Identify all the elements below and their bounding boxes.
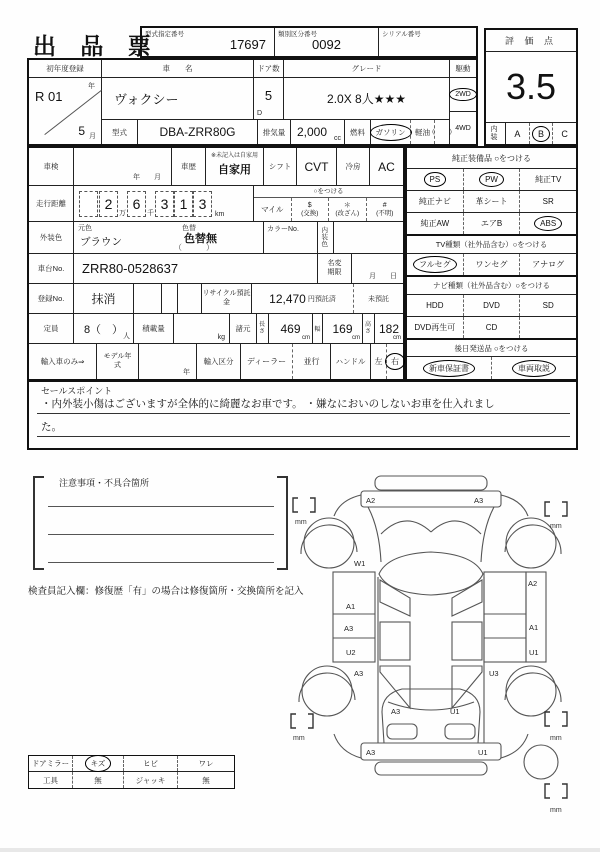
first-reg-label: 初年度登録 — [29, 60, 102, 78]
registration-blank-2 — [162, 284, 178, 313]
length-unit: cm — [302, 335, 310, 341]
load-label: 積載量 — [134, 314, 174, 343]
damage-left-rear-fender: A3 — [354, 669, 364, 678]
recycle-label: リサイクル預託金 — [202, 290, 251, 306]
damage-right-door: A1 — [529, 623, 539, 632]
notes-box — [33, 476, 288, 570]
opt-dollar: $ — [307, 201, 312, 209]
tv-fullseg: フルセグ — [418, 260, 451, 269]
jack-none: 無 — [202, 775, 210, 785]
score-label: 評 価 点 — [486, 30, 576, 52]
damage-left-front-fender: W1 — [354, 559, 366, 568]
shift-value: CVT — [297, 148, 337, 185]
tread-mm-spare: mm — [550, 807, 562, 814]
header-field-box — [140, 26, 478, 58]
mileage-options — [254, 186, 403, 221]
car-name-cell — [102, 78, 254, 120]
registration-value: 抹消 — [74, 284, 134, 313]
drive-label: 駆動 — [450, 60, 476, 78]
mirror-break: ワレ — [198, 759, 214, 768]
notes-line-3 — [48, 562, 274, 563]
equip-aw: 純正AW — [407, 213, 464, 234]
damage-left-rear-door: A3 — [344, 624, 354, 633]
registration-row — [29, 284, 403, 314]
notes-line-2 — [48, 534, 274, 535]
mileage-opt-unknown — [367, 198, 404, 221]
model-year-unit: 年 — [183, 369, 190, 376]
notes-label: 注意事項・不具合箇所 — [55, 476, 153, 489]
drive-4wd: 4WD — [455, 124, 471, 132]
type-designation-value: 17697 — [229, 37, 266, 52]
tread-mm-front-right: mm — [550, 523, 562, 530]
later-shipping-row — [407, 357, 576, 379]
opt-asterisk: ＊ — [343, 201, 351, 209]
type-designation-field — [142, 28, 275, 56]
chassis-cell — [74, 254, 318, 283]
length-value: 469 — [280, 321, 301, 336]
displacement-value: 2,000 — [297, 125, 328, 139]
fuel-diesel: 軽油 — [415, 127, 430, 137]
equip-tv: 純正TV — [535, 175, 562, 184]
damage-front-bumper-left: A2 — [366, 496, 376, 505]
damage-right-door-lower: U1 — [529, 648, 539, 657]
recycle-value: 12,470 — [269, 291, 306, 306]
first-reg-year: R 01 — [35, 89, 63, 104]
name-change-date-units: 月 日 — [369, 273, 397, 280]
height-unit: cm — [393, 335, 401, 341]
history-note: ※未記入は自家用 — [210, 153, 259, 159]
page-title: 出 品 票 — [33, 33, 160, 59]
drive-2wd: 2WD — [455, 91, 471, 98]
chassis-label: 車台No. — [29, 254, 74, 283]
shaken-label: 車検 — [29, 148, 74, 185]
exterior-color-row — [29, 222, 403, 254]
tools-label: 工具 — [29, 772, 73, 788]
equip-ps: PS — [429, 175, 441, 184]
mileage-digit-0 — [79, 191, 98, 217]
recycle-alt: 未預託 — [368, 295, 389, 303]
door-mirror-label: ドアミラー — [29, 756, 73, 771]
equipment-row-2 — [407, 191, 576, 213]
handle-right-cell — [387, 344, 403, 379]
color-no-cell — [264, 222, 318, 253]
damage-front-bumper-right: A3 — [474, 496, 484, 505]
first-reg-year-unit: 年 — [88, 83, 95, 90]
equipment-title: 純正装備品 ○をつける — [407, 148, 576, 169]
damage-left-front-door: A1 — [346, 602, 356, 611]
navi-dvd: DVD — [464, 295, 521, 316]
equip-leather: 革シート — [464, 191, 521, 212]
grade-label: グレード — [284, 60, 450, 78]
equipment-row-3 — [407, 213, 576, 234]
mileage-digit-1: 2 — [99, 191, 118, 217]
mileage-opt-exchange — [292, 198, 330, 221]
opt-exchange-label: (交換) — [301, 209, 319, 217]
tv-type-title: TV種類（社外品含む）○をつける — [407, 234, 576, 254]
detail-table — [27, 146, 405, 381]
equip-pw: PW — [485, 175, 498, 184]
interior-color-label: 内装色 — [321, 226, 328, 249]
height-value: 182 — [378, 321, 400, 336]
width-label-cell — [313, 314, 323, 343]
later-shipping-title: 後日発送品 ○をつける — [407, 338, 576, 357]
mileage-opt-mile: マイル — [254, 198, 292, 221]
handle-right: 右 — [391, 357, 399, 366]
model-value: DBA-ZRR80G — [138, 120, 258, 144]
displacement-cell — [291, 120, 345, 144]
base-color-value: ブラウン — [80, 236, 122, 248]
mileage-km-unit: km — [215, 211, 225, 218]
width-cell — [323, 314, 363, 343]
notes-line-1 — [48, 506, 274, 507]
model-label: 型式 — [102, 120, 138, 144]
tread-mm-rear-left: mm — [293, 735, 305, 742]
category-label: 類別区分番号 — [278, 31, 317, 38]
fuel-gasoline-cell — [371, 120, 411, 144]
specs-label: 諸元 — [230, 314, 257, 343]
equip-navi: 純正ナビ — [407, 191, 464, 212]
length-label: 長さ — [259, 321, 266, 335]
notes-bracket-left — [33, 476, 44, 570]
import-parallel: 並行 — [293, 344, 331, 379]
handle-left: 左 — [371, 344, 387, 379]
navi-sd: SD — [542, 301, 554, 310]
shift-label: シフト — [264, 148, 297, 185]
fuel-other-cell — [428, 120, 456, 144]
history-cell — [206, 148, 264, 185]
tv-type-row — [407, 254, 576, 275]
height-cell — [375, 314, 403, 343]
exterior-color-cell — [74, 222, 264, 253]
mirror-crack: ヒビ — [124, 756, 178, 771]
serial-field — [379, 28, 476, 56]
navi-hdd: HDD — [407, 295, 464, 316]
capacity-value: 8（ ） — [83, 323, 124, 336]
mirror-tools-table — [28, 755, 235, 789]
chassis-value: ZRR80-0528637 — [82, 261, 179, 276]
interior-grade-a: A — [514, 128, 521, 139]
opt-tampered-label: (改ざん) — [335, 209, 360, 217]
import-row — [29, 344, 403, 379]
history-label: 車歴 — [172, 148, 206, 185]
interior-grade-row — [486, 123, 576, 144]
damage-rear-bumper-left: A3 — [366, 748, 376, 757]
inspector-note: 検査員記入欄：修復歴「有」の場合は修復箇所・交換箇所を記入 — [28, 586, 304, 597]
grade-value: 2.0X 8人★★★ — [327, 92, 406, 106]
doors-unit: D — [257, 110, 263, 117]
tread-mm-front-left: mm — [295, 519, 307, 526]
navi-row-2 — [407, 317, 576, 338]
category-field — [275, 28, 379, 56]
mirror-scratch: キズ — [90, 759, 106, 768]
opt-unknown-label: (不明) — [376, 209, 394, 217]
jack-label: ジャッキ — [124, 772, 178, 788]
handle-label: ハンドル — [331, 344, 371, 379]
mileage-digit-4: 1 — [174, 191, 193, 217]
navi-cd: CD — [464, 317, 521, 338]
equipment-row-1 — [407, 169, 576, 191]
import-class-label: 輸入区分 — [197, 344, 241, 379]
cooling-value: AC — [378, 159, 395, 174]
displacement-unit: cc — [334, 135, 341, 142]
tread-mm-rear-right: mm — [550, 735, 562, 742]
mileage-man-unit: 万 — [119, 210, 126, 217]
name-change-label: 名変期限 — [327, 260, 342, 276]
car-name-value: ヴォクシー — [114, 92, 179, 107]
import-dealer: ディーラー — [241, 344, 293, 379]
chassis-row — [29, 254, 403, 284]
color-change-label: 色替 — [182, 225, 196, 232]
mileage-row — [29, 186, 403, 222]
car-name-label: 車 名 — [102, 60, 254, 78]
mileage-digit-5: 3 — [193, 191, 212, 217]
type-designation-label: 型式指定番号 — [145, 31, 184, 38]
opt-hash: # — [382, 201, 387, 209]
first-reg-month-unit: 月 — [89, 133, 96, 140]
equip-sr: SR — [542, 197, 554, 206]
navi-type-title: ナビ種類（社外品含む）○をつける — [407, 275, 576, 295]
first-reg-cell — [29, 78, 102, 144]
mirror-row — [29, 756, 234, 772]
circle-note: ○をつける — [254, 186, 403, 198]
tools-row — [29, 772, 234, 788]
model-year-label-cell — [97, 344, 139, 379]
score-value: 3.5 — [486, 52, 576, 123]
fuel-gasoline: ガソリン — [375, 127, 406, 137]
cooling-label: 冷房 — [337, 148, 370, 185]
height-label: 高さ — [365, 321, 372, 335]
width-value: 169 — [332, 321, 353, 336]
sales-points — [27, 381, 578, 450]
equip-airbag: エアB — [464, 213, 521, 234]
inspection-row — [29, 148, 403, 186]
tv-analog: アナログ — [532, 260, 565, 269]
exterior-color-label: 外装色 — [29, 222, 74, 253]
mileage-digit-3: 3 — [155, 191, 174, 217]
width-unit: cm — [352, 335, 360, 341]
capacity-label: 定員 — [29, 314, 74, 343]
displacement-label: 排気量 — [258, 120, 291, 144]
model-year-label: モデル年式 — [103, 353, 132, 369]
navi-row-1 — [407, 295, 576, 317]
recycle-value-cell — [252, 284, 354, 313]
warranty-book: 新車保証書 — [429, 363, 469, 373]
recycle-label-cell — [202, 284, 252, 313]
history-value: 自家用 — [218, 164, 251, 176]
damage-gate-right: U1 — [450, 707, 460, 716]
sales-line-2: た。 — [37, 419, 570, 437]
shaken-date-units: 年 月 — [133, 174, 161, 181]
damage-right-front-fender: A2 — [528, 579, 538, 588]
vehicle-table — [27, 58, 478, 146]
damage-left-rear-door-lower: U2 — [346, 648, 356, 657]
doors-cell — [254, 78, 284, 120]
interior-grade-c: C — [561, 128, 568, 139]
interior-color-label-cell — [318, 222, 334, 253]
notes-bracket-right — [277, 476, 288, 570]
damage-right-rear-fender: U3 — [489, 669, 499, 678]
color-change-paren: （ ） — [174, 243, 214, 252]
equip-abs: ABS — [540, 219, 557, 228]
color-change-value: 色替無 — [184, 233, 217, 245]
registration-blank-3 — [178, 284, 202, 313]
registration-label: 登録No. — [29, 284, 74, 313]
serial-label: シリアル番号 — [382, 31, 421, 38]
color-no-label: カラーNo. — [267, 226, 299, 233]
import-only-label: 輸入車のみ⇒ — [29, 344, 97, 379]
score-box — [484, 28, 578, 146]
name-change-label-cell — [318, 254, 352, 283]
fuel-label: 燃料 — [345, 120, 371, 144]
damage-gate-left: A3 — [391, 707, 401, 716]
mileage-opt-tampered — [329, 198, 367, 221]
length-label-cell — [257, 314, 269, 343]
owners-manual: 車両取説 — [518, 363, 550, 373]
recycle-suffix: 円預託済 — [307, 295, 336, 303]
registration-blank-1 — [134, 284, 162, 313]
base-color-label: 元色 — [78, 225, 92, 232]
interior-color-value-cell — [334, 222, 403, 253]
equipment-box — [405, 146, 578, 381]
car-diagram — [288, 462, 600, 852]
navi-blank — [520, 317, 576, 338]
tv-oneseg: ワンセグ — [464, 254, 521, 275]
tools-none: 無 — [73, 772, 124, 788]
load-cell — [174, 314, 230, 343]
sales-line-1: ・内外装小傷はございますが全体的に綺麗なお車です。 ・嫌なにおいのしないお車を仕入れまし — [37, 396, 570, 414]
doors-value: 5 — [264, 88, 273, 103]
width-label: 幅 — [314, 327, 321, 333]
shaken-date-cell — [74, 148, 172, 185]
capacity-unit: 人 — [123, 333, 130, 340]
damage-rear-bumper-right: U1 — [478, 748, 488, 757]
mileage-digits — [74, 186, 254, 221]
length-cell — [269, 314, 313, 343]
mileage-sen-unit: 千 — [147, 210, 154, 217]
model-year-cell — [139, 344, 197, 379]
interior-grade-b: B — [538, 128, 545, 139]
load-unit: kg — [217, 334, 225, 341]
grade-cell — [284, 78, 450, 120]
mileage-label: 走行距離 — [29, 186, 74, 221]
capacity-cell — [74, 314, 134, 343]
interior-label: 内装 — [490, 126, 498, 141]
mileage-digit-2: 6 — [127, 191, 146, 217]
name-change-date-cell — [352, 254, 403, 283]
category-value: 0092 — [312, 37, 341, 52]
navi-dvd-play: DVD再生可 — [407, 317, 464, 338]
drive-2wd-cell — [450, 78, 476, 112]
sales-points-label: セールスポイント — [41, 386, 113, 396]
first-reg-month: 5 — [78, 124, 85, 138]
height-label-cell — [363, 314, 375, 343]
fuel-other: （ ） — [428, 129, 456, 136]
doors-label: ドア数 — [254, 60, 284, 78]
capacity-row — [29, 314, 403, 344]
